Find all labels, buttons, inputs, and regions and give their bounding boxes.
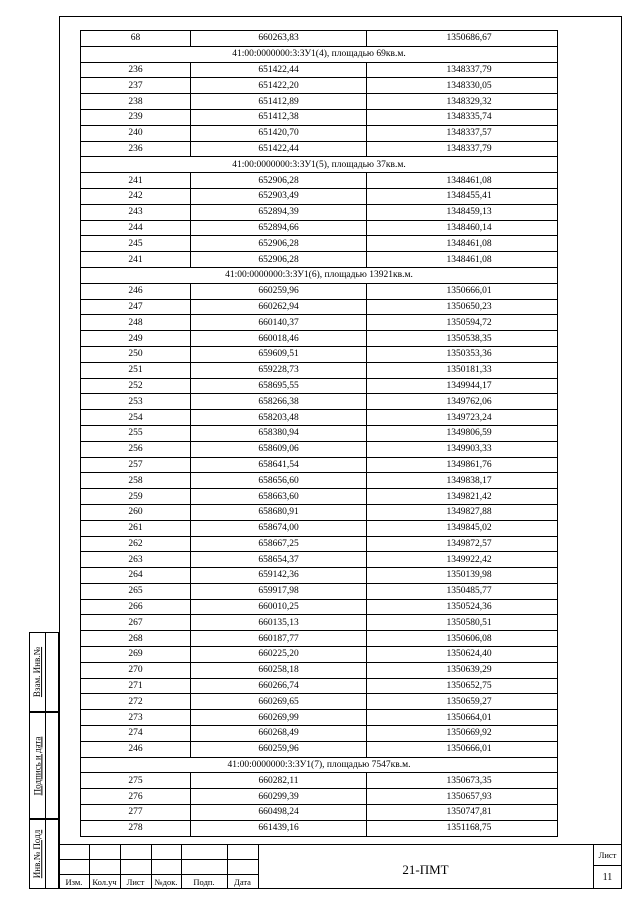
coord-x: 660140,37 [191,315,367,331]
stamp-col-podp: Подп. [193,877,215,887]
point-number: 268 [81,631,191,647]
section-header-row [81,157,558,173]
stamp-col-kolvo: Кол.уч [92,877,117,887]
coord-y: 1350652,75 [367,678,558,694]
coord-x: 658663,60 [191,489,367,505]
point-number: 238 [81,94,191,110]
coord-x: 659142,36 [191,568,367,584]
table-row [81,457,558,473]
coord-x: 658674,00 [191,520,367,536]
table-row [81,331,558,347]
coord-x: 658695,55 [191,378,367,394]
point-number: 244 [81,220,191,236]
table-row [81,441,558,457]
coord-y: 1348329,32 [367,94,558,110]
table-row [81,299,558,315]
coord-y: 1349723,24 [367,410,558,426]
coord-x: 660269,99 [191,710,367,726]
side-label-vzam: Взам. Инв.№ [32,646,43,698]
point-number: 264 [81,568,191,584]
table-row [81,141,558,157]
point-number: 258 [81,473,191,489]
coord-x: 651422,20 [191,78,367,94]
coord-y: 1351168,75 [367,820,558,836]
coord-x: 660498,24 [191,805,367,821]
coord-y: 1350485,77 [367,583,558,599]
section-header: 41:00:0000000:3:ЗУ1(7), площадью 7547кв.м. [81,757,558,773]
table-row [81,694,558,710]
point-number: 247 [81,299,191,315]
point-number: 241 [81,173,191,189]
coord-x: 652906,28 [191,236,367,252]
coord-x: 658654,37 [191,552,367,568]
point-number: 249 [81,331,191,347]
coord-x: 651422,44 [191,62,367,78]
table-row [81,647,558,663]
table-row [81,615,558,631]
coord-y: 1348461,08 [367,252,558,268]
coord-y: 1349845,02 [367,520,558,536]
coordinates-table [80,30,558,837]
coord-y: 1349922,42 [367,552,558,568]
coord-x: 660282,11 [191,773,367,789]
table-row [81,78,558,94]
coord-y: 1350606,08 [367,631,558,647]
coord-x: 652903,49 [191,188,367,204]
coord-x: 660299,39 [191,789,367,805]
coord-y: 1350181,33 [367,362,558,378]
document-code: 21-ПМТ [402,862,449,877]
table-row [81,773,558,789]
table-row [81,599,558,615]
coord-y: 1348337,57 [367,125,558,141]
coord-y: 1348459,13 [367,204,558,220]
table-row [81,789,558,805]
table-row [81,805,558,821]
table-row [81,283,558,299]
coord-y: 1350659,27 [367,694,558,710]
coord-x: 659228,73 [191,362,367,378]
table-row [81,252,558,268]
side-label-podpis: Подпись и дата [32,736,43,795]
side-label-inv: Инв.№ Подл [32,829,43,879]
point-number: 250 [81,346,191,362]
table-row [81,583,558,599]
coord-y: 1350650,23 [367,299,558,315]
coord-y: 1350580,51 [367,615,558,631]
table-row [81,726,558,742]
coord-x: 651412,89 [191,94,367,110]
point-number: 261 [81,520,191,536]
coord-x: 661439,16 [191,820,367,836]
coord-y: 1350139,98 [367,568,558,584]
table-row [81,236,558,252]
table-row [81,568,558,584]
coord-y: 1350538,35 [367,331,558,347]
point-number: 239 [81,109,191,125]
coord-y: 1350664,01 [367,710,558,726]
coord-y: 1349827,88 [367,504,558,520]
point-number: 253 [81,394,191,410]
point-number: 243 [81,204,191,220]
coord-x: 660262,94 [191,299,367,315]
coord-x: 658609,06 [191,441,367,457]
coord-x: 660010,25 [191,599,367,615]
point-number: 251 [81,362,191,378]
table-row [81,820,558,836]
coord-x: 659917,98 [191,583,367,599]
table-row [81,62,558,78]
side-stamp-vzam [29,632,59,712]
point-number: 269 [81,647,191,663]
coord-y: 1348330,05 [367,78,558,94]
table-row [81,631,558,647]
point-number: 272 [81,694,191,710]
coord-y: 1348461,08 [367,173,558,189]
table-row [81,204,558,220]
section-header: 41:00:0000000:3:ЗУ1(6), площадью 13921кв.м. [81,267,558,283]
coord-y: 1349838,17 [367,473,558,489]
coord-y: 1350524,36 [367,599,558,615]
table-row [81,710,558,726]
coord-y: 1348455,41 [367,188,558,204]
coord-y: 1349903,33 [367,441,558,457]
point-number: 246 [81,283,191,299]
point-number: 240 [81,125,191,141]
point-number: 265 [81,583,191,599]
point-number: 275 [81,773,191,789]
coord-x: 651420,70 [191,125,367,141]
point-number: 270 [81,662,191,678]
point-number: 245 [81,236,191,252]
point-number: 236 [81,141,191,157]
point-number: 248 [81,315,191,331]
coord-y: 1349762,06 [367,394,558,410]
point-number: 271 [81,678,191,694]
section-header-row [81,757,558,773]
coord-x: 660268,49 [191,726,367,742]
coord-y: 1350669,92 [367,726,558,742]
sheet-number: 11 [602,872,613,883]
coord-y: 1348461,08 [367,236,558,252]
table-row [81,173,558,189]
point-number: 274 [81,726,191,742]
coord-y: 1350639,29 [367,662,558,678]
coord-x: 660225,20 [191,647,367,663]
point-number: 241 [81,252,191,268]
coord-x: 660018,46 [191,331,367,347]
coord-x: 658680,91 [191,504,367,520]
point-number: 257 [81,457,191,473]
coord-x: 659609,51 [191,346,367,362]
point-number: 262 [81,536,191,552]
coord-x: 652906,28 [191,173,367,189]
point-number: 278 [81,820,191,836]
coord-y: 1349861,76 [367,457,558,473]
table-row [81,425,558,441]
table-row [81,410,558,426]
side-stamp-inv [29,819,59,889]
table-row [81,125,558,141]
table-row [81,536,558,552]
point-number: 263 [81,552,191,568]
table-row [81,741,558,757]
coord-y: 1348337,79 [367,141,558,157]
stamp-col-list: Лист [126,877,145,887]
table-row [81,362,558,378]
point-number: 255 [81,425,191,441]
table-row [81,473,558,489]
sheet-label: Лист [598,850,617,860]
coord-y: 1349944,17 [367,378,558,394]
coord-y: 1350747,81 [367,805,558,821]
point-number: 252 [81,378,191,394]
table-row [81,662,558,678]
coord-x: 658380,94 [191,425,367,441]
coord-x: 652894,39 [191,204,367,220]
section-header: 41:00:0000000:3:ЗУ1(5), площадью 37кв.м. [81,157,558,173]
table-row [81,315,558,331]
section-header: 41:00:0000000:3:ЗУ1(4), площадью 69кв.м. [81,46,558,62]
point-number: 254 [81,410,191,426]
point-number: 68 [81,31,191,47]
table-row [81,678,558,694]
point-number: 260 [81,504,191,520]
coord-x: 651412,38 [191,109,367,125]
coord-x: 660135,13 [191,615,367,631]
stamp-col-ndok: №док. [154,877,178,887]
coord-y: 1348335,74 [367,109,558,125]
table-row [81,520,558,536]
point-number: 256 [81,441,191,457]
coord-y: 1348460,14 [367,220,558,236]
coord-y: 1350594,72 [367,315,558,331]
stamp-col-izm: Изм. [65,877,83,887]
section-header-row [81,46,558,62]
coord-x: 660263,83 [191,31,367,47]
table-row [81,378,558,394]
coord-y: 1348337,79 [367,62,558,78]
point-number: 276 [81,789,191,805]
coord-x: 658667,25 [191,536,367,552]
coord-y: 1350673,35 [367,773,558,789]
coord-x: 658203,48 [191,410,367,426]
point-number: 259 [81,489,191,505]
table-row [81,94,558,110]
coord-x: 658641,54 [191,457,367,473]
coord-x: 660269,65 [191,694,367,710]
table-row [81,31,558,47]
coord-x: 660187,77 [191,631,367,647]
point-number: 242 [81,188,191,204]
point-number: 277 [81,805,191,821]
table-row [81,109,558,125]
coord-x: 660259,96 [191,283,367,299]
side-stamp-podpis [29,712,59,819]
coord-y: 1350353,36 [367,346,558,362]
coord-y: 1349872,57 [367,536,558,552]
coord-x: 652894,66 [191,220,367,236]
coord-y: 1350666,01 [367,283,558,299]
coord-x: 660259,96 [191,741,367,757]
point-number: 273 [81,710,191,726]
coord-y: 1350666,01 [367,741,558,757]
coord-y: 1350686,67 [367,31,558,47]
coord-x: 658656,60 [191,473,367,489]
coord-y: 1349806,59 [367,425,558,441]
table-row [81,489,558,505]
coord-x: 660266,74 [191,678,367,694]
point-number: 236 [81,62,191,78]
point-number: 266 [81,599,191,615]
table-row [81,220,558,236]
coord-x: 652906,28 [191,252,367,268]
coord-y: 1349821,42 [367,489,558,505]
table-row [81,188,558,204]
coord-y: 1350657,93 [367,789,558,805]
point-number: 246 [81,741,191,757]
coord-x: 651422,44 [191,141,367,157]
table-row [81,504,558,520]
coord-x: 658266,38 [191,394,367,410]
table-row [81,394,558,410]
coord-y: 1350624,40 [367,647,558,663]
stamp-col-data: Дата [234,877,251,887]
point-number: 267 [81,615,191,631]
table-row [81,552,558,568]
table-row [81,346,558,362]
coord-x: 660258,18 [191,662,367,678]
point-number: 237 [81,78,191,94]
section-header-row [81,267,558,283]
